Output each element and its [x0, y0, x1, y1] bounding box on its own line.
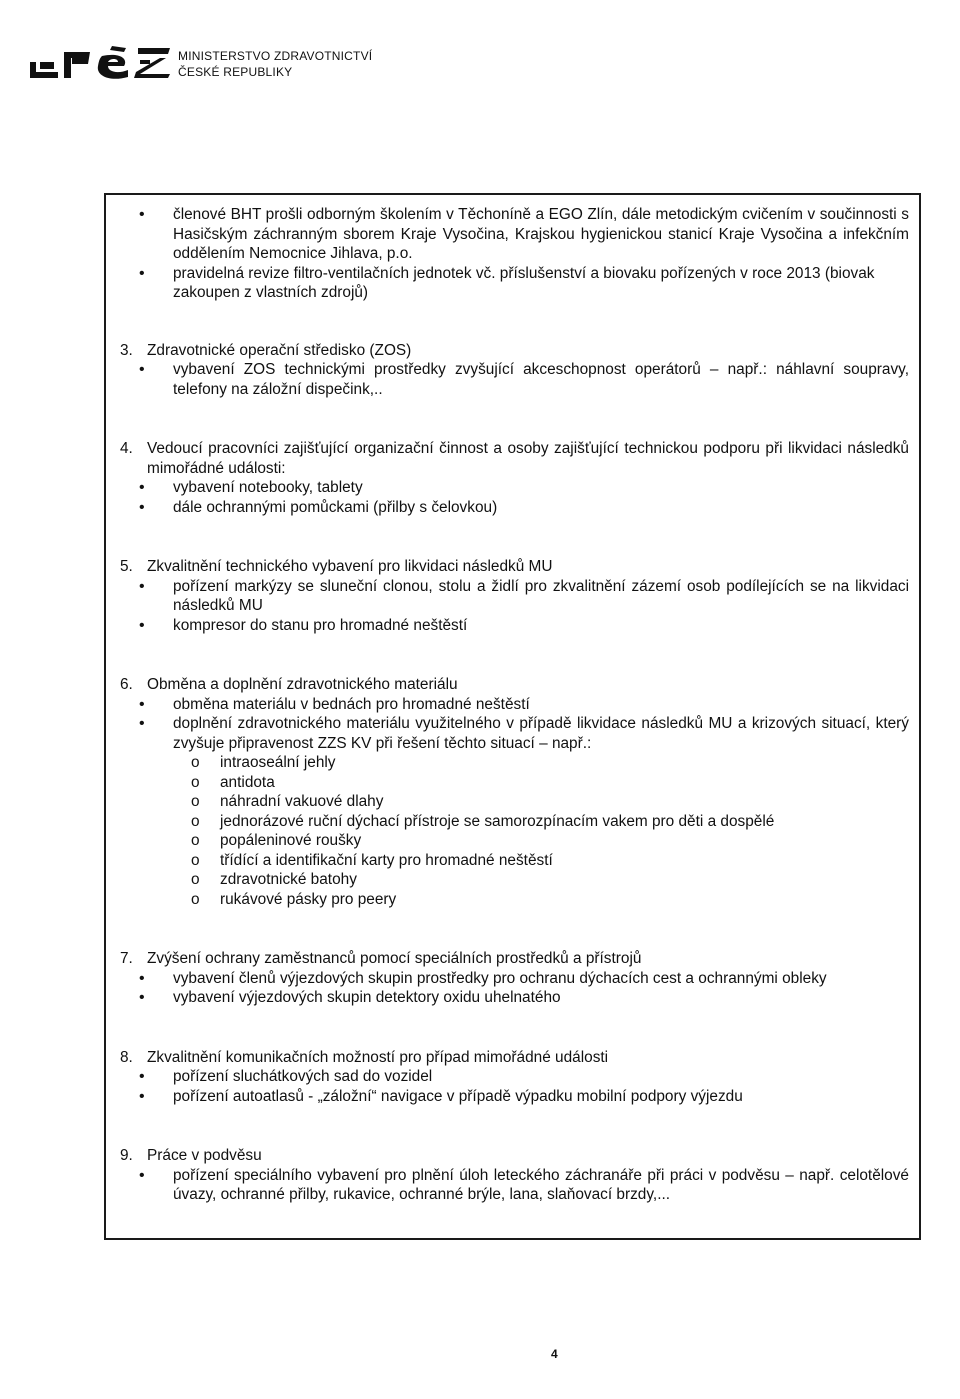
section-6-bullets: [120, 695, 909, 754]
section-4-bullets: [120, 478, 909, 517]
section-number: 4.: [120, 440, 133, 457]
section-number: 5.: [120, 558, 133, 575]
section-number: 7.: [120, 950, 133, 967]
section-title: Zkvalitnění technického vybavení pro likvidaci následků MU: [147, 558, 553, 575]
logo-letter-z: [134, 48, 170, 78]
section-5-bullets: [120, 577, 909, 636]
logo-letter-e: [98, 46, 128, 79]
document-body: [120, 205, 909, 1205]
section-8: [120, 1048, 909, 1068]
section-number: 6.: [120, 676, 133, 693]
section-bullet: • vybavení členů výjezdových skupin prostředky pro ochranu dýchacích cest a ochrannými obleky: [120, 969, 909, 989]
sub-item: o třídící a identifikační karty pro hromadné neštěstí: [120, 851, 909, 871]
section-4: [120, 439, 909, 478]
intro-bullet: • členové BHT prošli odborným školením v Těchoníně a EGO Zlín, dále metodickým cvičením v součinnosti s Hasičským záchranným sborem Kraje Vysočina, Krajskou hygienickou stanicí Kraje Vysočina a infekčním oddělením Nemocnice Jihlava, p.o.: [120, 205, 909, 264]
section-7: [120, 949, 909, 969]
ministry-name-line2: ČESKÉ REPUBLIKY: [178, 65, 293, 79]
logo-letter-p: [64, 52, 90, 78]
section-title: Zdravotnické operační středisko (ZOS): [147, 341, 412, 359]
ministry-name-line1: MINISTERSTVO ZDRAVOTNICTVÍ: [178, 49, 373, 63]
section-title: Zvýšení ochrany zaměstnanců pomocí speciálních prostředků a přístrojů: [147, 950, 642, 967]
section-title: Obměna a doplnění zdravotnického materiálu: [147, 676, 458, 693]
intro-bullet-list: [120, 205, 909, 303]
page-number: 4: [551, 1347, 558, 1361]
section-number: 8.: [120, 1048, 133, 1066]
sub-item: o rukávové pásky pro peery: [120, 890, 909, 910]
section-bullet: • pořízení speciálního vybavení pro plnění úloh leteckého záchranáře při práci v podvěsu – např. celotělové úvazy, ochranné přilby, rukavice, ochranné brýle, lana, slaňovací brzdy,...: [120, 1166, 909, 1205]
section-9-bullets: [120, 1166, 909, 1205]
section-bullet: • vybavení ZOS technickými prostředky zvyšující akceschopnost operátorů – např.: náhlavní soupravy, telefony na záložní dispečink,..: [120, 360, 909, 399]
sub-item: o náhradní vakuové dlahy: [120, 792, 909, 812]
intro-bullet: • pravidelná revize filtro-ventilačních jednotek vč. příslušenství a biovaku pořízených v roce 2013 (biovak zakoupen z vlastních zdrojů): [120, 264, 909, 303]
section-bullet: • kompresor do stanu pro hromadné neštěstí: [120, 616, 909, 636]
section-6: [120, 675, 909, 695]
sub-item: o antidota: [120, 773, 909, 793]
section-6-sub-list: [120, 753, 909, 909]
section-bullet: • pořízení markýzy se sluneční clonou, stolu a židlí pro zkvalitnění zázemí osob podílejících se na likvidaci následků MU: [120, 577, 909, 616]
section-3-bullets: [120, 360, 909, 399]
section-number: 3.: [120, 341, 133, 359]
section-5: [120, 557, 909, 577]
sub-item: o jednorázové ruční dýchací přístroje se samorozpínacím vakem pro děti a dospělé: [120, 812, 909, 832]
section-9: [120, 1146, 909, 1166]
sub-item: o popáleninové roušky: [120, 831, 909, 851]
section-title: Zkvalitnění komunikačních možností pro případ mimořádné události: [147, 1048, 609, 1066]
section-3: [120, 341, 909, 361]
ministry-logo: [28, 44, 178, 80]
section-bullet: • vybavení notebooky, tablety: [120, 478, 909, 498]
section-title: Vedoucí pracovníci zajišťující organizační činnost a osoby zajišťující technickou podporu při likvidaci následků mimořádné události:: [147, 440, 909, 477]
content-frame: [104, 193, 921, 1240]
section-bullet: • pořízení autoatlasů - „záložní“ navigace v případě výpadku mobilní podpory výjezdu: [120, 1087, 909, 1107]
sub-item: o intraoseální jehly: [120, 753, 909, 773]
section-bullet: • obměna materiálu v bednách pro hromadné neštěstí: [120, 695, 909, 715]
section-bullet: • pořízení sluchátkových sad do vozidel: [120, 1067, 909, 1087]
ministry-name: [178, 48, 372, 80]
section-7-bullets: [120, 969, 909, 1008]
logo-letter-l: [30, 62, 58, 78]
section-bullet: • dále ochrannými pomůckami (přilby s čelovkou): [120, 498, 909, 518]
section-title: Práce v podvěsu: [147, 1147, 262, 1164]
section-8-bullets: [120, 1067, 909, 1106]
section-bullet: • vybavení výjezdových skupin detektory oxidu uhelnatého: [120, 988, 909, 1008]
sub-item: o zdravotnické batohy: [120, 870, 909, 890]
section-bullet: • doplnění zdravotnického materiálu využitelného v případě likvidace následků MU a krizových situací, který zvyšuje připravenost ZZS KV při řešení těchto situací – např.:: [120, 714, 909, 753]
section-number: 9.: [120, 1147, 133, 1164]
